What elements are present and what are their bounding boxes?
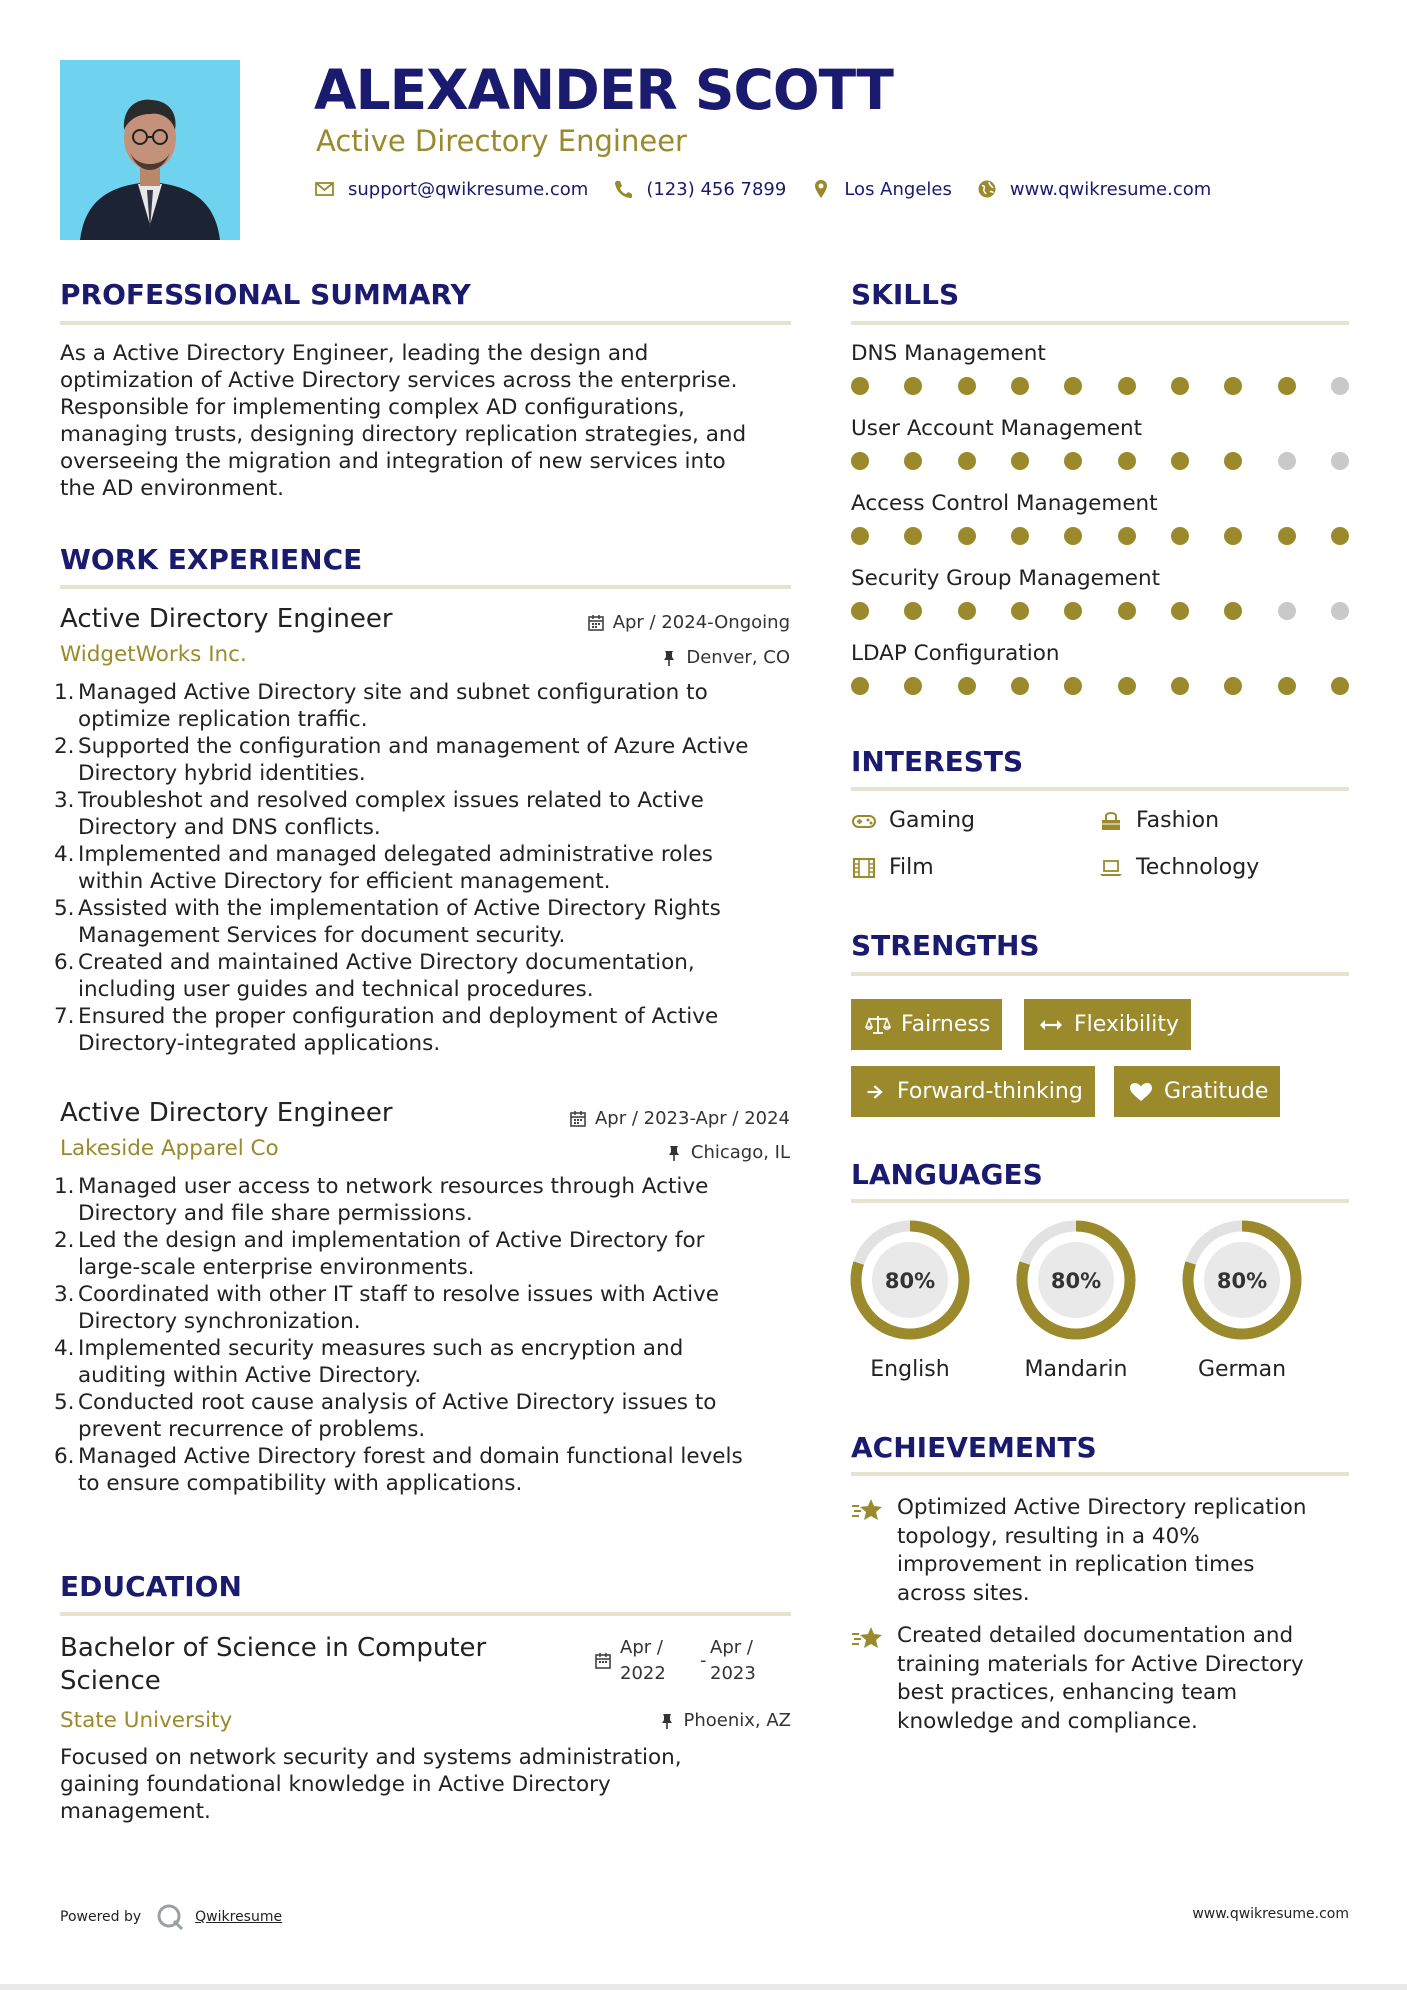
contact-phone[interactable] xyxy=(612,178,786,200)
job-dates-text: Apr / 2024-Ongoing xyxy=(612,612,790,633)
skill-dot-empty xyxy=(1278,602,1296,620)
list-item: 1. Managed user access to network resources through Active Directory and file share permissions. xyxy=(54,1174,709,1226)
skill-dot-filled xyxy=(1118,527,1136,545)
skill-dot-filled xyxy=(851,527,869,545)
skill-rating xyxy=(851,377,1349,395)
date-separator: - xyxy=(700,1650,707,1671)
skill-dot-filled xyxy=(1224,602,1242,620)
skill-dot-filled xyxy=(904,602,922,620)
skill-dot-filled xyxy=(1224,377,1242,395)
strength-tag: Forward-thinking xyxy=(851,1066,1095,1117)
education-heading: EDUCATION xyxy=(60,1570,242,1603)
skill-dot-filled xyxy=(851,677,869,695)
experience-divider xyxy=(60,585,791,589)
skill-dot-filled xyxy=(1011,527,1029,545)
edu-location xyxy=(658,1710,792,1731)
language-ring xyxy=(849,1219,971,1341)
skill-dot-filled xyxy=(1224,527,1242,545)
pushpin-icon xyxy=(660,649,678,667)
summary-divider xyxy=(60,321,791,325)
skill-dot-filled xyxy=(1331,677,1349,695)
map-pin-icon xyxy=(810,178,832,200)
summary-heading: PROFESSIONAL SUMMARY xyxy=(60,278,471,311)
achievements-divider xyxy=(851,1472,1349,1476)
edu-end-date: Apr / 2023 xyxy=(710,1637,756,1684)
school-name: State University xyxy=(60,1708,233,1733)
skills-divider xyxy=(851,321,1349,325)
star-award-icon xyxy=(851,1496,885,1524)
interests-heading: INTERESTS xyxy=(851,745,1024,778)
pushpin-icon xyxy=(665,1144,683,1162)
skill-dot-empty xyxy=(1331,377,1349,395)
summary-line: overseeing the migration and integration of new services into xyxy=(60,449,726,474)
list-item: 4. Implemented and managed delegated administrative roles within Active Directory for efficient management. xyxy=(54,842,713,894)
candidate-name: ALEXANDER SCOTT xyxy=(314,58,893,122)
language-percent: 80% xyxy=(884,1269,936,1293)
skill-dot-filled xyxy=(1011,452,1029,470)
language-item xyxy=(849,1219,971,1382)
skill-dot-filled xyxy=(1278,377,1296,395)
language-name: English xyxy=(870,1357,950,1382)
qwikresume-logo-icon xyxy=(155,1902,185,1932)
contact-email[interactable] xyxy=(314,178,588,200)
list-item: 2. Supported the configuration and management of Azure Active Directory hybrid identities. xyxy=(54,734,749,786)
skill-rating xyxy=(851,602,1349,620)
job-location-text: Denver, CO xyxy=(686,647,790,668)
skill-item: DNS Management xyxy=(851,340,1349,415)
skill-dot-filled xyxy=(904,677,922,695)
job-dates xyxy=(587,612,790,633)
calendar-icon xyxy=(587,614,605,632)
list-item: 5. Conducted root cause analysis of Active Directory issues to prevent recurrence of problems. xyxy=(54,1390,717,1442)
language-item xyxy=(1015,1219,1137,1382)
achievement-item xyxy=(851,1494,1349,1608)
job-duties xyxy=(54,1173,790,1497)
skill-dot-filled xyxy=(904,377,922,395)
degree-title: Bachelor of Science in Computer Science xyxy=(60,1633,487,1696)
strength-tag: Flexibility xyxy=(1024,999,1191,1050)
globe-icon xyxy=(976,178,998,200)
strengths-heading: STRENGTHS xyxy=(851,929,1040,962)
job-company: WidgetWorks Inc. xyxy=(60,642,247,667)
skill-dot-filled xyxy=(1278,527,1296,545)
skill-dot-filled xyxy=(904,527,922,545)
skill-dot-filled xyxy=(1064,377,1082,395)
summary-line: the AD environment. xyxy=(60,476,284,501)
star-award-icon xyxy=(851,1624,885,1652)
interest-item: Fashion xyxy=(1098,808,1219,833)
skill-dot-filled xyxy=(1171,377,1189,395)
shopping-bag-icon xyxy=(1098,810,1124,832)
list-item: 7. Ensured the proper configuration and deployment of Active Directory-integrated applications. xyxy=(54,1004,719,1056)
summary-line: As a Active Directory Engineer, leading the design and xyxy=(60,341,649,366)
email-text: support@qwikresume.com xyxy=(348,178,589,200)
strengths-divider xyxy=(851,972,1349,976)
skill-dot-filled xyxy=(1331,527,1349,545)
phone-text: (123) 456 7899 xyxy=(646,178,787,200)
contact-website[interactable] xyxy=(976,178,1211,200)
skill-dot-filled xyxy=(904,452,922,470)
summary-text xyxy=(60,340,790,502)
skill-rating xyxy=(851,677,1349,695)
summary-line: managing trusts, designing directory replication strategies, and xyxy=(60,422,747,447)
job-location xyxy=(660,647,790,668)
laptop-icon xyxy=(1098,857,1124,879)
list-item: 4. Implemented security measures such as encryption and auditing within Active Directory. xyxy=(54,1336,684,1388)
language-ring xyxy=(1181,1219,1303,1341)
location-text: Los Angeles xyxy=(844,178,952,200)
achievement-text: Optimized Active Directory replication topology, resulting in a 40% improvement in replication times across sites. xyxy=(897,1495,1307,1606)
footer-website[interactable]: www.qwikresume.com xyxy=(1192,1906,1349,1922)
skill-dot-empty xyxy=(1331,602,1349,620)
job-entry xyxy=(54,1098,790,1497)
edu-location-text: Phoenix, AZ xyxy=(683,1710,791,1731)
strength-tag: Fairness xyxy=(851,999,1002,1050)
footer-branding xyxy=(60,1902,282,1932)
skill-dot-filled xyxy=(1011,602,1029,620)
website-text: www.qwikresume.com xyxy=(1009,178,1212,200)
job-company: Lakeside Apparel Co xyxy=(60,1136,279,1161)
skills-heading: SKILLS xyxy=(851,278,960,311)
interests-divider xyxy=(851,787,1349,791)
skill-dot-empty xyxy=(1278,452,1296,470)
arrows-horizontal-icon xyxy=(1038,1014,1064,1036)
skill-dot-filled xyxy=(1224,677,1242,695)
languages-heading: LANGUAGES xyxy=(851,1158,1043,1191)
strength-tag: Gratitude xyxy=(1114,1066,1280,1117)
list-item: 3. Coordinated with other IT staff to resolve issues with Active Directory synchronization. xyxy=(54,1282,720,1334)
skill-dot-filled xyxy=(1064,527,1082,545)
achievements-heading: ACHIEVEMENTS xyxy=(851,1431,1097,1464)
language-item xyxy=(1181,1219,1303,1382)
powered-by-label: Powered by xyxy=(60,1909,142,1925)
list-item: 5. Assisted with the implementation of Active Directory Rights Management Services for document security. xyxy=(54,896,721,948)
skill-dot-filled xyxy=(1171,452,1189,470)
skill-dot-empty xyxy=(1331,452,1349,470)
list-item: 2. Led the design and implementation of Active Directory for large-scale enterprise environments. xyxy=(54,1228,705,1280)
list-item: 1. Managed Active Directory site and subnet configuration to optimize replication traffic. xyxy=(54,680,708,732)
skill-dot-filled xyxy=(1224,452,1242,470)
skill-dot-filled xyxy=(1118,377,1136,395)
contact-location xyxy=(810,178,952,200)
job-dates xyxy=(569,1108,790,1129)
skill-dot-filled xyxy=(851,602,869,620)
skill-dot-filled xyxy=(958,527,976,545)
job-entry xyxy=(54,604,790,1057)
achievement-item xyxy=(851,1622,1349,1736)
job-title: Active Directory Engineer xyxy=(60,1098,393,1128)
interest-item: Technology xyxy=(1098,855,1259,880)
envelope-icon xyxy=(314,178,336,200)
list-item: 6. Created and maintained Active Directory documentation, including user guides and technical procedures. xyxy=(54,950,695,1002)
skill-dot-filled xyxy=(958,377,976,395)
skill-dot-filled xyxy=(958,452,976,470)
language-percent: 80% xyxy=(1050,1269,1102,1293)
job-dates-text: Apr / 2023-Apr / 2024 xyxy=(594,1108,790,1129)
skill-item: Access Control Management xyxy=(851,490,1349,565)
education-description: Focused on network security and systems administration, gaining foundational knowledge in Active Directory management. xyxy=(60,1745,682,1824)
gamepad-icon xyxy=(851,810,877,832)
interest-item: Film xyxy=(851,855,934,880)
skill-dot-filled xyxy=(958,602,976,620)
language-ring xyxy=(1015,1219,1137,1341)
calendar-icon xyxy=(569,1110,587,1128)
language-percent: 80% xyxy=(1216,1269,1268,1293)
pushpin-icon xyxy=(658,1712,676,1730)
skill-dot-filled xyxy=(1064,602,1082,620)
edu-start-date: Apr / 2022 xyxy=(620,1637,666,1684)
skill-item: LDAP Configuration xyxy=(851,640,1349,715)
skill-dot-filled xyxy=(958,677,976,695)
summary-line: optimization of Active Directory services across the enterprise. xyxy=(60,368,738,393)
achievement-text: Created detailed documentation and training materials for Active Directory best practices, enhancing team knowledge and compliance. xyxy=(897,1623,1304,1734)
qwikresume-link[interactable]: Qwikresume xyxy=(195,1909,283,1925)
film-icon xyxy=(851,857,877,879)
job-duties xyxy=(54,679,790,1057)
skill-item: Security Group Management xyxy=(851,565,1349,640)
job-location xyxy=(665,1142,790,1163)
phone-icon xyxy=(612,178,634,200)
skill-dot-filled xyxy=(1118,602,1136,620)
language-name: Mandarin xyxy=(1024,1357,1128,1382)
skills-list xyxy=(851,340,1349,715)
summary-line: Responsible for implementing complex AD configurations, xyxy=(60,395,685,420)
heart-icon xyxy=(1128,1081,1154,1103)
skill-rating xyxy=(851,452,1349,470)
skill-dot-filled xyxy=(1118,452,1136,470)
education-divider xyxy=(60,1612,791,1616)
skill-dot-filled xyxy=(1011,677,1029,695)
bottom-bar xyxy=(0,1984,1407,1990)
arrow-right-icon xyxy=(865,1081,887,1103)
skill-dot-filled xyxy=(1064,452,1082,470)
skill-dot-filled xyxy=(1171,602,1189,620)
languages-divider xyxy=(851,1199,1349,1203)
job-title: Active Directory Engineer xyxy=(60,604,393,634)
balance-scale-icon xyxy=(865,1014,891,1036)
language-name: German xyxy=(1197,1357,1287,1382)
contact-bar xyxy=(314,178,1235,200)
interest-item: Gaming xyxy=(851,808,975,833)
skill-dot-filled xyxy=(1011,377,1029,395)
list-item: 3. Troubleshot and resolved complex issues related to Active Directory and DNS conflicts. xyxy=(54,788,704,840)
skill-dot-filled xyxy=(1171,677,1189,695)
profile-photo xyxy=(60,60,240,240)
skill-item: User Account Management xyxy=(851,415,1349,490)
list-item: 6. Managed Active Directory forest and domain functional levels to ensure compatibility with applications. xyxy=(54,1444,743,1496)
experience-heading: WORK EXPERIENCE xyxy=(60,543,363,576)
skill-dot-filled xyxy=(1171,527,1189,545)
skill-dot-filled xyxy=(851,452,869,470)
skill-dot-filled xyxy=(851,377,869,395)
skill-rating xyxy=(851,527,1349,545)
calendar-icon xyxy=(594,1652,612,1670)
job-location-text: Chicago, IL xyxy=(690,1142,790,1163)
skill-dot-filled xyxy=(1118,677,1136,695)
skill-dot-filled xyxy=(1278,677,1296,695)
skill-dot-filled xyxy=(1064,677,1082,695)
candidate-title: Active Directory Engineer xyxy=(316,124,687,158)
